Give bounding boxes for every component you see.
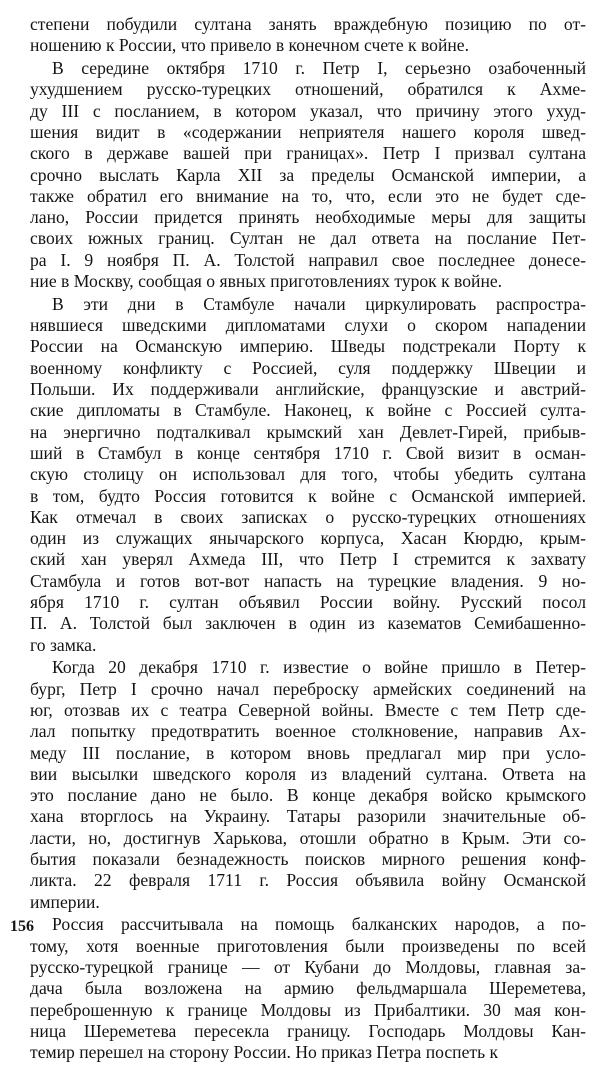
book-page [30,14,586,1065]
text-line: дача была возложена на армию фельдмаршала Шереметева, [30,978,586,999]
page-number: 156 [10,918,34,935]
text-line: ября 1710 г. султан объявил России войну. Русский посол [30,592,586,613]
text-line: П. А. Толстой был заключен в один из казематов Семибашенно- [30,613,586,634]
text-line: ница Шереметева пересекла границу. Господарь Молдовы Кан- [30,1020,586,1041]
text-line: ские дипломаты в Стамбуле. Наконец, к войне с Россией султа- [30,400,586,421]
text-line: империи. [30,891,100,912]
text-line: также обратил его внимание на то, что, если это не будет сде- [30,185,586,206]
text-line: ношению к России, что привело в конечном счете к войне. [30,35,470,56]
text-line: скую столицу он использовал для того, чтобы убедить султана [30,464,586,485]
text-line: Когда 20 декабря 1710 г. известие о войне пришло в Петер- [52,657,586,678]
text-line: ликта. 22 февраля 1711 г. Россия объявила войну Османской [30,870,586,891]
text-line: В середине октября 1710 г. Петр I, серьезно озабоченный [52,58,586,79]
paragraph [30,58,586,292]
text-line: это послание дано не было. В конце декабря войско крымского [30,785,586,806]
text-line: Россия рассчитывала на помощь балканских народов, а по- [52,914,586,935]
text-line: нявшиеся шведскими дипломатами слухи о скором нападении [30,315,586,336]
text-line: го замка. [30,634,97,655]
text-line: России на Османскую империю. Шведы подстрекали Порту к [30,336,586,357]
text-line: вии высылки шведского короля из владений султана. Ответа на [30,763,586,784]
text-line: один из служащих янычарского корпуса, Хасан Кюрдю, крым- [30,528,586,549]
text-line: ду III с посланием, в котором указал, что причину этого ухуд- [30,100,586,121]
text-line: ние в Москву, сообщая о явных приготовлениях турок к войне. [30,271,503,292]
text-line: В эти дни в Стамбуле начали циркулировать распростра- [52,293,586,314]
paragraph [30,14,586,57]
text-line: степени побудили султана занять враждебную позицию по от- [30,14,586,34]
paragraph [30,914,586,1063]
text-line: ский хан уверял Ахмеда III, что Петр I стремится к захвату [30,549,586,570]
text-line: лано, России придется принять необходимые меры для защиты [30,207,586,228]
paragraph [30,294,586,656]
text-line: юг, отозвав их с театра Северной войны. Вместе с тем Петр сде- [30,700,586,720]
text-line: ухудшением русско-турецких отношений, обратился к Ахме- [30,79,586,100]
text-line: ра I. 9 ноября П. А. Толстой направил свое последнее донесе- [30,249,586,270]
text-line: ласти, но, достигнув Харькова, отошли обратно в Крым. Эти со- [30,827,586,848]
text-line: срочно выслать Карла XII за пределы Османской империи, а [30,164,586,185]
text-line: шения видит в «содержании неприятеля нашего короля швед- [30,121,586,142]
text-line: бург, Петр I срочно начал переброску армейских соединений на [30,678,586,699]
text-line: своих южных границ. Султан не дал ответа на послание Пет- [30,228,586,249]
text-line: тому, хотя военные приготовления были произведены по всей [30,935,586,956]
text-line: ского в державе вашей при границах». Петр I призвал султана [30,143,586,164]
text-line: хана вторглось на Украину. Татары разорили значительные об- [30,806,586,827]
text-line: военному конфликту с Россией, суля поддержку Швеции и [30,357,586,378]
text-line: Стамбула и готов вот-вот напасть на турецкие владения. 9 но- [30,570,586,591]
text-line: русско-турецкой границе — от Кубани до Молдовы, главная за- [30,957,586,978]
text-line: Польши. Их поддерживали английские, французские и австрий- [30,379,586,400]
text-line: ший в Стамбул в конце сентября 1710 г. Свой визит в осман- [30,442,586,463]
text-line: в том, будто Россия готовится к войне с Османской империей. [30,485,586,506]
text-line: переброшенную к границе Молдовы из Прибалтики. 30 мая кон- [30,999,586,1020]
text-line: меду III послание, в котором вновь предлагал мир при усло- [30,742,586,763]
text-line: Как отмечал в своих записках о русско-турецких отношениях [30,506,586,527]
text-line: лал попытку предотвратить военное столкновение, направив Ах- [30,721,586,742]
text-line: на энергично подталкивал крымский хан Девлет-Гирей, прибыв- [30,421,586,442]
text-line: бытия показали безнадежность поисков мирного решения конф- [30,849,586,870]
text-line: темир перешел на сторону России. Но приказ Петра поспеть к [30,1042,499,1063]
paragraph [30,657,586,913]
